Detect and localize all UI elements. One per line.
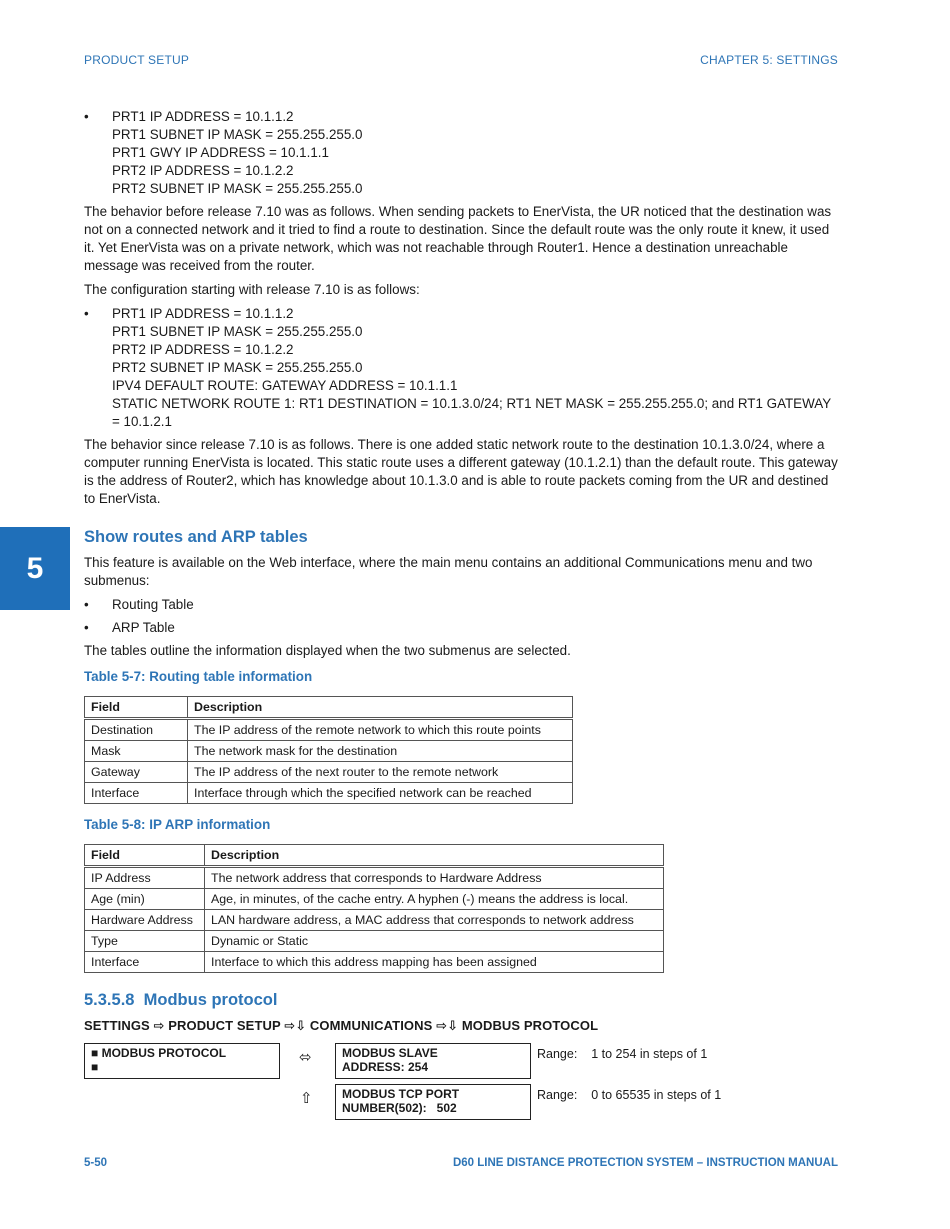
section-title: Modbus protocol [143, 991, 278, 1009]
setting-range [537, 1045, 707, 1063]
config-line: PRT1 SUBNET IP MASK = 255.255.255.0 [112, 127, 363, 142]
chapter-tab: 5 [0, 527, 70, 610]
arp-table [84, 844, 664, 973]
setting-range [537, 1086, 721, 1104]
table-cell: Type [85, 931, 205, 952]
table-row [85, 783, 573, 804]
table-cell: Mask [85, 741, 188, 762]
setting-row-slave-address [84, 1043, 838, 1084]
config-line: PRT1 SUBNET IP MASK = 255.255.255.0 [112, 324, 363, 339]
bullet-list-new-config [84, 305, 838, 431]
footer-manual-title: D60 LINE DISTANCE PROTECTION SYSTEM – INSTRUCTION MANUAL [452, 1157, 838, 1169]
setting-row-tcp-port [84, 1084, 838, 1125]
footer-page-number: 5-50 [84, 1157, 108, 1169]
table-row [85, 719, 573, 741]
table-cell: The IP address of the next router to the remote network [188, 762, 573, 783]
list-item [84, 596, 838, 614]
header-chapter-title: CHAPTER 5: SETTINGS [700, 53, 838, 67]
config-line: STATIC NETWORK ROUTE 1: RT1 DESTINATION = 10.1.3.0/24; RT1 NET MASK = 255.255.255.0; and RT1 GATEWAY = 10.1.2.1 [112, 396, 831, 429]
bullet-dot: • [84, 306, 89, 321]
setting-name: MODBUS TCP PORT [342, 1087, 460, 1101]
setting-box-tcp-port [335, 1084, 531, 1120]
table-cell: LAN hardware address, a MAC address that corresponds to network address [205, 910, 664, 931]
config-line: PRT1 IP ADDRESS = 10.1.1.2 [112, 109, 294, 124]
bullet-list-old-config [84, 108, 838, 198]
config-line: PRT2 IP ADDRESS = 10.1.2.2 [112, 163, 294, 178]
table-row [85, 952, 664, 973]
config-line: PRT1 IP ADDRESS = 10.1.1.2 [112, 306, 294, 321]
config-line: PRT1 GWY IP ADDRESS = 10.1.1.1 [112, 145, 329, 160]
menu-path: SETTINGS ⇨ PRODUCT SETUP ⇨⇩ COMMUNICATIONS ⇨⇩ MODBUS PROTOCOL [84, 1018, 599, 1033]
table-cell: Interface through which the specified network can be reached [188, 783, 573, 804]
table-caption-routing: Table 5-7: Routing table information [84, 669, 313, 684]
table-header-cell: Field [85, 697, 188, 719]
list-item-label: ARP Table [112, 620, 175, 635]
table-cell: The IP address of the remote network to which this route points [188, 719, 573, 741]
table-row [85, 762, 573, 783]
table-cell: Age (min) [85, 889, 205, 910]
config-line: PRT2 IP ADDRESS = 10.1.2.2 [112, 342, 294, 357]
table-cell: Gateway [85, 762, 188, 783]
table-cell: IP Address [85, 867, 205, 889]
config-line: IPV4 DEFAULT ROUTE: GATEWAY ADDRESS = 10.1.1.1 [112, 378, 458, 393]
table-row [85, 889, 664, 910]
section-heading-routes: Show routes and ARP tables [84, 528, 308, 546]
setting-box-slave-address [335, 1043, 531, 1079]
left-right-arrow-icon: ⬄ [299, 1049, 312, 1066]
config-line: PRT2 SUBNET IP MASK = 255.255.255.0 [112, 181, 363, 196]
setting-value: NUMBER(502): 502 [342, 1101, 457, 1115]
up-arrow-icon: ⇧ [300, 1090, 313, 1107]
paragraph-behavior-before: The behavior before release 7.10 was as follows. When sending packets to EnerVista, the UR noticed that the destination was not on a connected network and it tried to find a route to destination. Since the default route was the only route it knew, it used it. Yet EnerVista was on a private network, which was not reachable through Router1. Hence a destination unreachable message was received from the router. [84, 204, 832, 273]
header-section-title: PRODUCT SETUP [84, 53, 190, 67]
setting-name: MODBUS SLAVE [342, 1046, 438, 1060]
table-cell: Interface to which this address mapping has been assigned [205, 952, 664, 973]
routing-table [84, 696, 573, 804]
paragraph-routes-outro: The tables outline the information displayed when the two submenus are selected. [84, 643, 571, 658]
list-item [84, 619, 838, 637]
section-number: 5.3.5.8 [84, 991, 135, 1009]
table-header-row [85, 697, 573, 719]
table-header-row [85, 845, 664, 867]
range-label: Range: [537, 1047, 578, 1061]
menu-box-line: ■ MODBUS PROTOCOL [91, 1046, 227, 1060]
table-header-cell: Description [188, 697, 573, 719]
table-cell: Destination [85, 719, 188, 741]
config-line: PRT2 SUBNET IP MASK = 255.255.255.0 [112, 360, 363, 375]
bullet-dot: • [84, 597, 89, 612]
table-cell: Interface [85, 783, 188, 804]
table-cell: The network address that corresponds to Hardware Address [205, 867, 664, 889]
list-item-label: Routing Table [112, 597, 194, 612]
table-row [85, 931, 664, 952]
range-label: Range: [537, 1088, 578, 1102]
menu-box-line: ■ [91, 1060, 99, 1074]
table-cell: Hardware Address [85, 910, 205, 931]
setting-value: ADDRESS: 254 [342, 1060, 429, 1074]
menu-box-modbus-protocol [84, 1043, 280, 1079]
table-header-cell: Description [205, 845, 664, 867]
table-row [85, 910, 664, 931]
table-cell: Age, in minutes, of the cache entry. A hyphen (-) means the address is local. [205, 889, 664, 910]
table-cell: Interface [85, 952, 205, 973]
table-cell: The network mask for the destination [188, 741, 573, 762]
range-value: 0 to 65535 in steps of 1 [591, 1088, 722, 1102]
table-header-cell: Field [85, 845, 205, 867]
table-caption-arp: Table 5-8: IP ARP information [84, 817, 271, 832]
table-row [85, 741, 573, 762]
table-cell: Dynamic or Static [205, 931, 664, 952]
paragraph-routes-intro: This feature is available on the Web interface, where the main menu contains an additional Communications menu and two submenus: [84, 555, 813, 588]
paragraph-config-intro: The configuration starting with release 7.10 is as follows: [84, 282, 420, 297]
section-heading-modbus [84, 989, 838, 1011]
paragraph-behavior-since: The behavior since release 7.10 is as follows. There is one added static network route to the destination 10.1.3.0/24, where a computer running EnerVista is located. This static route uses a different gateway (10.1.2.1) than the default route. This gateway is the address of Router2, which has knowledge about 10.1.3.0 and is able to route packets coming from the UR and destined to EnerVista. [84, 437, 838, 506]
bullet-dot: • [84, 109, 89, 124]
page-content [84, 108, 838, 1125]
table-row [85, 867, 664, 889]
bullet-dot: • [84, 620, 89, 635]
range-value: 1 to 254 in steps of 1 [591, 1047, 708, 1061]
